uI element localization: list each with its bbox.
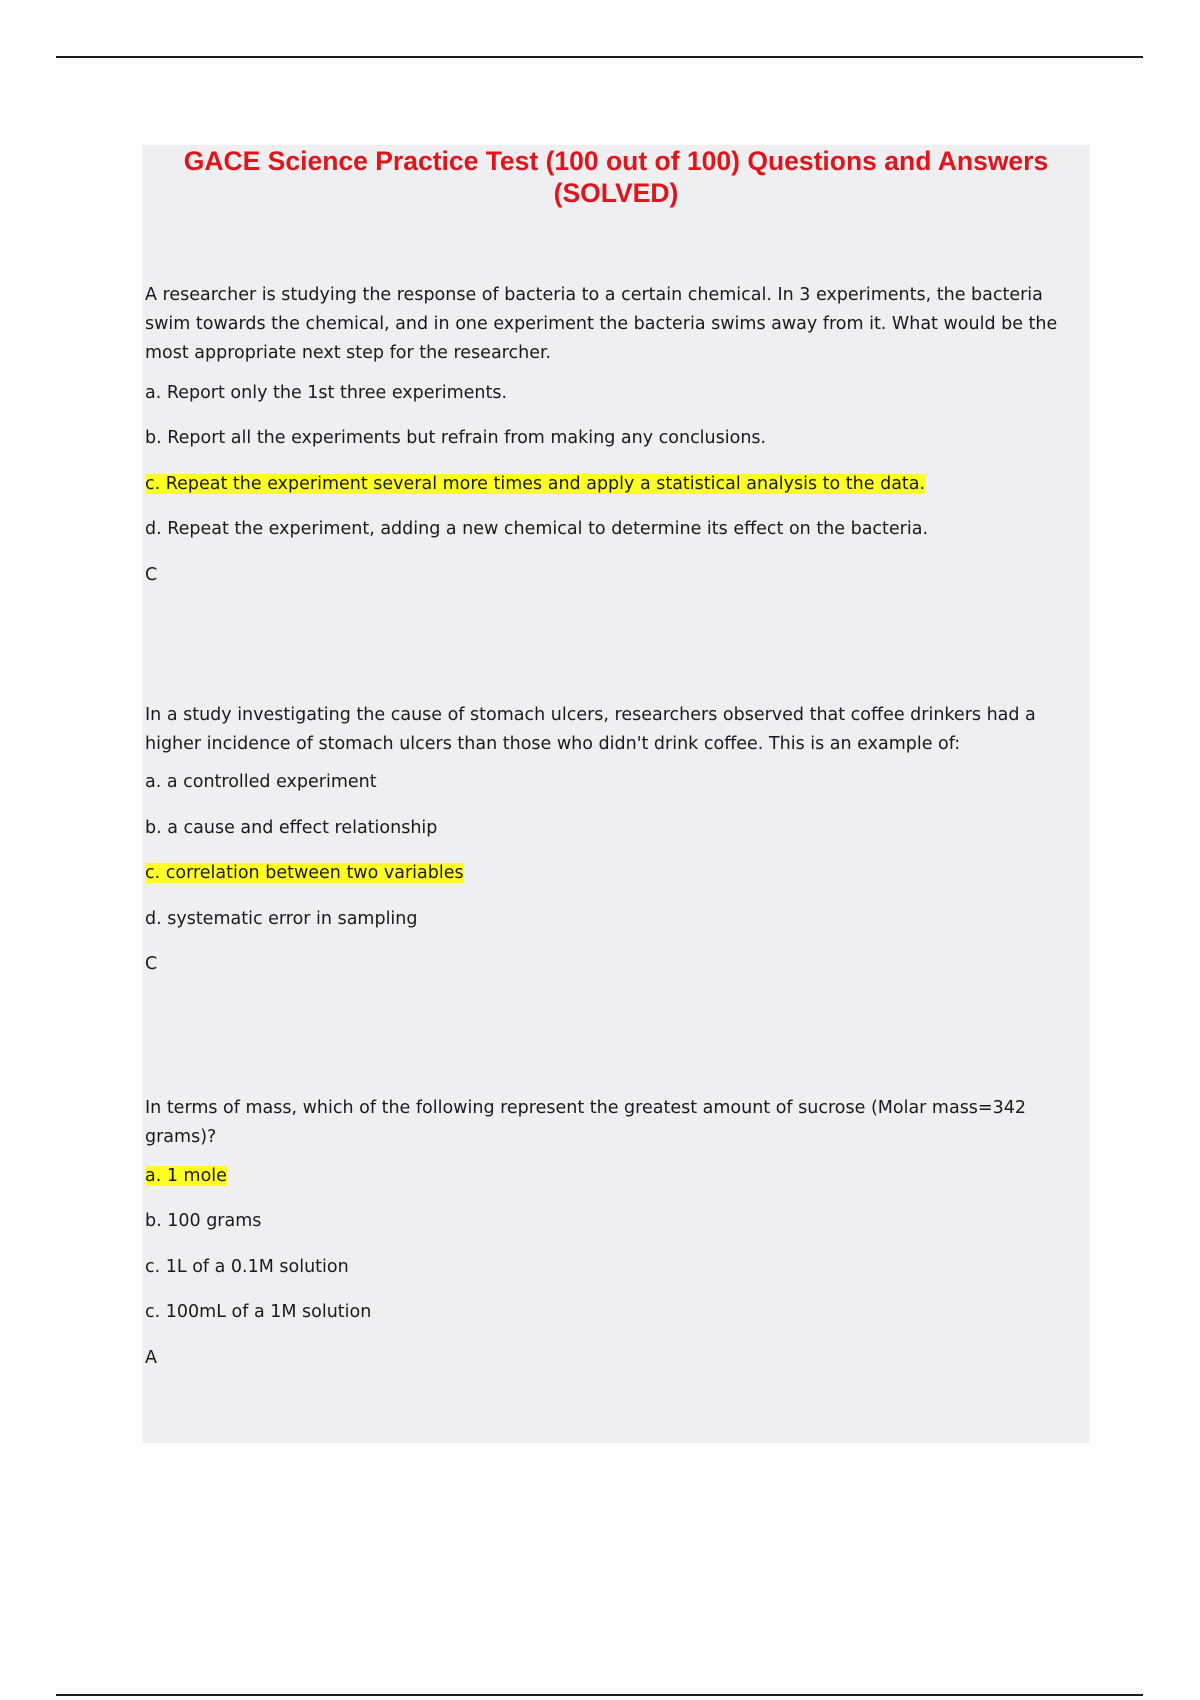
option-label: d. Repeat the experiment, adding a new chemical to determine its effect on the bacteria. — [145, 519, 929, 539]
option-label: b. a cause and effect relationship — [145, 818, 438, 838]
answer-option-correct — [145, 861, 1090, 885]
answer-option — [145, 517, 1090, 541]
option-label: a. Report only the 1st three experiments. — [145, 383, 508, 403]
option-label-highlighted: a. 1 mole — [145, 1166, 227, 1186]
answer-key: A — [145, 1348, 157, 1368]
option-label: d. systematic error in sampling — [145, 909, 418, 929]
top-rule — [56, 56, 1143, 58]
document-title: GACE Science Practice Test (100 out of 100) Questions and Answers (SOLVED) — [183, 146, 1049, 208]
bottom-rule — [56, 1694, 1143, 1696]
question-block — [145, 1094, 1090, 1370]
answer-option — [145, 1209, 1090, 1233]
answer-option-correct — [145, 472, 1090, 496]
answer-option — [145, 1300, 1090, 1324]
answer-option-correct — [145, 1164, 1090, 1188]
answer-option — [145, 1255, 1090, 1279]
option-label: c. 100mL of a 1M solution — [145, 1302, 372, 1322]
question-block — [145, 281, 1090, 587]
answer-option — [145, 426, 1090, 450]
answer-option — [145, 770, 1090, 794]
option-label: a. a controlled experiment — [145, 772, 377, 792]
option-label: c. 1L of a 0.1M solution — [145, 1257, 349, 1277]
question-text: In terms of mass, which of the following represent the greatest amount of sucrose (Molar mass=342 grams)? — [145, 1098, 1026, 1147]
question-text: A researcher is studying the response of bacteria to a certain chemical. In 3 experiments, the bacteria swim towards the chemical, and in one experiment the bacteria swims away from it. What would be the most appropriate next step for the researcher. — [145, 285, 1058, 363]
option-label-highlighted: c. Repeat the experiment several more times and apply a statistical analysis to the data. — [145, 474, 926, 494]
option-label: b. Report all the experiments but refrain from making any conclusions. — [145, 428, 767, 448]
question-text: In a study investigating the cause of stomach ulcers, researchers observed that coffee drinkers had a higher incidence of stomach ulcers than those who didn't drink coffee. This is an example of: — [145, 705, 1036, 754]
answer-option — [145, 381, 1090, 405]
question-block — [145, 701, 1090, 976]
answer-option — [145, 907, 1090, 931]
answer-option — [145, 816, 1090, 840]
answer-key: C — [145, 565, 158, 585]
document-page — [142, 145, 1090, 1443]
answer-key: C — [145, 954, 158, 974]
option-label: b. 100 grams — [145, 1211, 262, 1231]
option-label-highlighted: c. correlation between two variables — [145, 863, 464, 883]
